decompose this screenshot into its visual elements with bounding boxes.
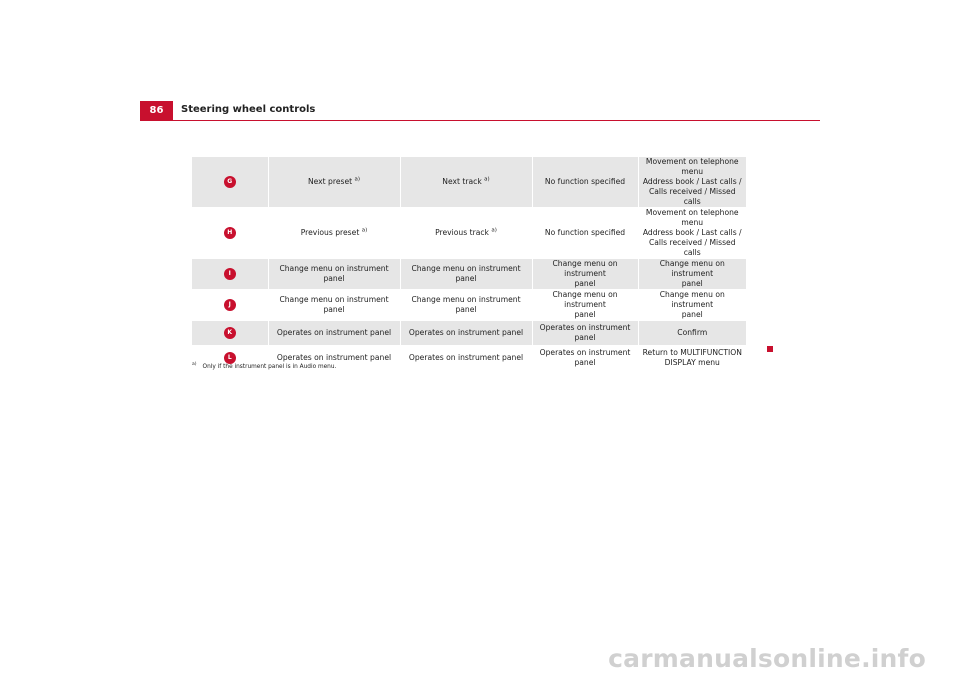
cell: Change menu on instrument panel (532, 290, 638, 321)
row-id-cell (192, 208, 268, 259)
footnote (192, 362, 336, 370)
cell: Movement on telephone menu Address book / Last calls / Calls received / Missed calls (638, 157, 746, 208)
cell: Change menu on instrument panel (400, 259, 532, 290)
cell: Operates on instrument panel (268, 321, 400, 346)
row-id-cell (192, 290, 268, 321)
cell: Change menu on instrument panel (638, 290, 746, 321)
cell: Operates on instrument panel (400, 321, 532, 346)
button-k-badge: K (224, 327, 236, 339)
table-row (192, 208, 746, 259)
watermark: carmanualsonline.info (608, 644, 926, 673)
page-title: Steering wheel controls (181, 104, 316, 115)
table-row (192, 259, 746, 290)
cell: Operates on instrument panel (268, 346, 400, 371)
cell: Change menu on instrument panel (532, 259, 638, 290)
cell: Confirm (638, 321, 746, 346)
footnote-text: Only if the instrument panel is in Audio menu. (202, 363, 337, 370)
cell: Movement on telephone menu Address book / Last calls / Calls received / Missed calls (638, 208, 746, 259)
cell: Previous preset $^{a)}$ (268, 208, 400, 259)
button-i-badge: I (224, 268, 236, 280)
cell: No function specified (532, 157, 638, 208)
row-id-cell (192, 259, 268, 290)
cell: Change menu on instrument panel (268, 259, 400, 290)
cell: Next track $^{a)}$ (400, 157, 532, 208)
table-row (192, 157, 746, 208)
row-id-cell (192, 321, 268, 346)
button-j-badge: J (224, 299, 236, 311)
table-row (192, 290, 746, 321)
cell: Operates on instrument panel (400, 346, 532, 371)
row-id-cell (192, 157, 268, 208)
cell: Next preset $^{a)}$ (268, 157, 400, 208)
button-g-badge: G (224, 176, 236, 188)
cell: Change menu on instrument panel (638, 259, 746, 290)
button-h-badge: H (224, 227, 236, 239)
section-end-marker (767, 346, 773, 352)
cell: Operates on instrument panel (532, 321, 638, 346)
page-header (140, 101, 820, 121)
footnote-mark: a) (192, 362, 197, 367)
cell: Previous track $^{a)}$ (400, 208, 532, 259)
table-row (192, 321, 746, 346)
cell: Change menu on instrument panel (400, 290, 532, 321)
page-number: 86 (140, 101, 173, 120)
cell: Change menu on instrument panel (268, 290, 400, 321)
cell: Operates on instrument panel (532, 346, 638, 371)
cell: No function specified (532, 208, 638, 259)
cell: Return to MULTIFUNCTION DISPLAY menu (638, 346, 746, 371)
button-l-badge: L (224, 352, 236, 364)
controls-table (192, 157, 746, 371)
